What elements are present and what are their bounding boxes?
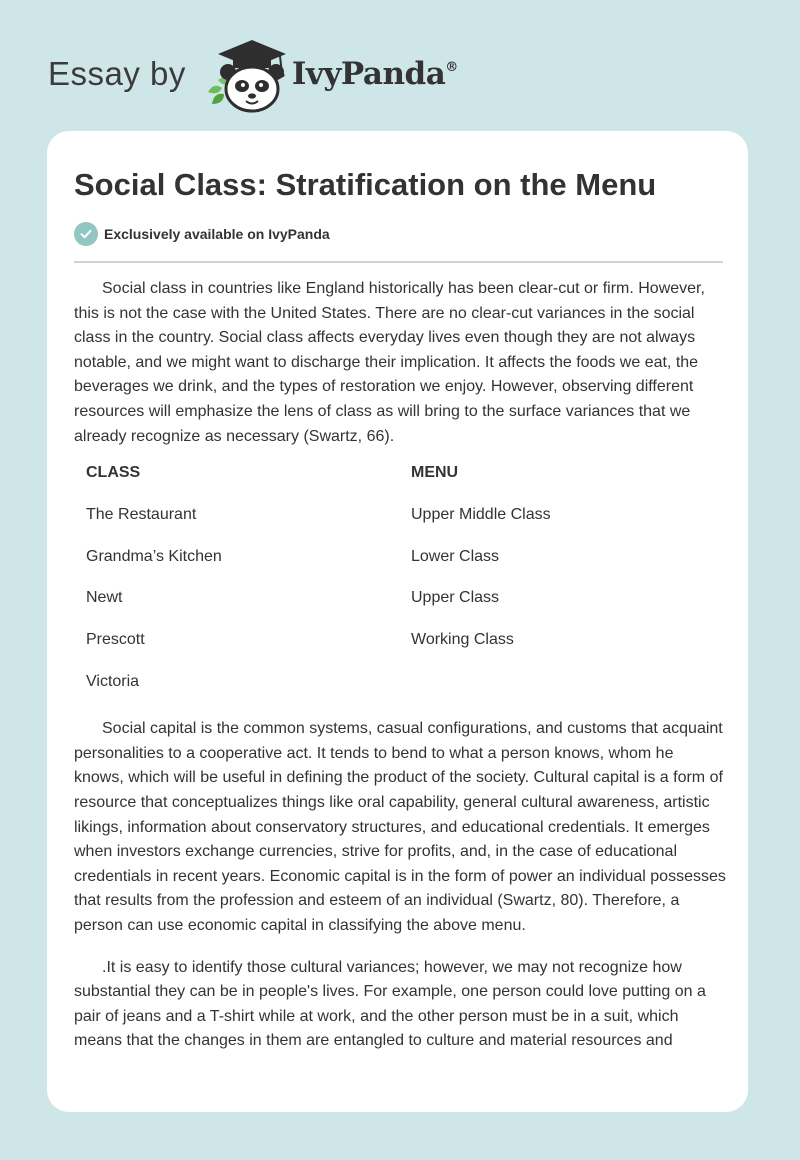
table-row: [74, 628, 726, 670]
table-cell: Prescott: [86, 630, 145, 648]
table-row: [74, 670, 726, 712]
paragraph: .It is easy to identify those cultural variances; however, we may not recognize how substantial they can be in people's lives. For example, one person could love putting on a pair of jeans and a T-shirt while at work, and the other person must be in a suit, which means that the changes in them are entangled to culture and material resources and: [74, 958, 706, 1050]
table-cell: Victoria: [86, 672, 140, 690]
brand-header: [48, 34, 458, 114]
table-cell: The Restaurant: [86, 505, 197, 523]
table-cell: Lower Class: [411, 547, 500, 565]
badge-text: Exclusively available on IvyPanda: [104, 226, 330, 242]
page-title: Social Class: Stratification on the Menu: [74, 167, 657, 202]
essay-card: [47, 131, 748, 1112]
column-header: CLASS: [86, 464, 141, 482]
paragraph: Social class in countries like England historically has been clear-cut or firm. However, this is not the case with the United States. There are no clear-cut variances in the social class in the country. Social class affects everyday lives even though they are not always notable, and we might want to discharge their implication. It affects the foods we eat, the beverages we drink, and the types of restoration we enjoy. However, observing different resources will emphasize the lens of class as will bring to the surface variances that we already recognize as necessary (Swartz, 66).: [74, 280, 705, 445]
brand-name: IvyPanda®: [291, 56, 458, 92]
essay-body: [74, 277, 726, 1054]
table-row: [74, 545, 726, 587]
check-circle-icon: [74, 222, 98, 246]
panda-graduation-cap-icon: [200, 34, 290, 114]
paragraph: Social capital is the common systems, casual configurations, and customs that acquaint personalities to a cooperative act. It tends to bend to what a person knows, whom he knows, which will be useful in defining the product of the society. Cultural capital is a form of resource that conceptualizes things like oral capability, general cultural awareness, artistic likings, information about conservatory structures, and educational credentials. It emerges when investors exchange currencies, strive for profits, and, in the case of educational credentials in recent years. Economic capital is in the form of power an individual possesses that results from the profession and esteem of an individual (Swartz, 80). Therefore, a person can use economic capital in classifying the above menu.: [74, 720, 726, 935]
table-row: [74, 586, 726, 628]
divider: [74, 261, 723, 263]
table-cell: Upper Class: [411, 589, 500, 607]
column-header: MENU: [411, 464, 459, 482]
brand-prefix: Essay by: [48, 55, 186, 92]
table-row: [74, 503, 726, 545]
table-cell: Newt: [86, 589, 123, 607]
exclusive-badge: [74, 222, 330, 246]
table-cell: [399, 670, 726, 712]
table-header-row: [74, 461, 726, 503]
table-cell: Working Class: [411, 630, 514, 648]
table-cell: Upper Middle Class: [411, 505, 551, 523]
class-menu-table: [74, 461, 726, 711]
table-cell: Grandma’s Kitchen: [86, 547, 222, 565]
